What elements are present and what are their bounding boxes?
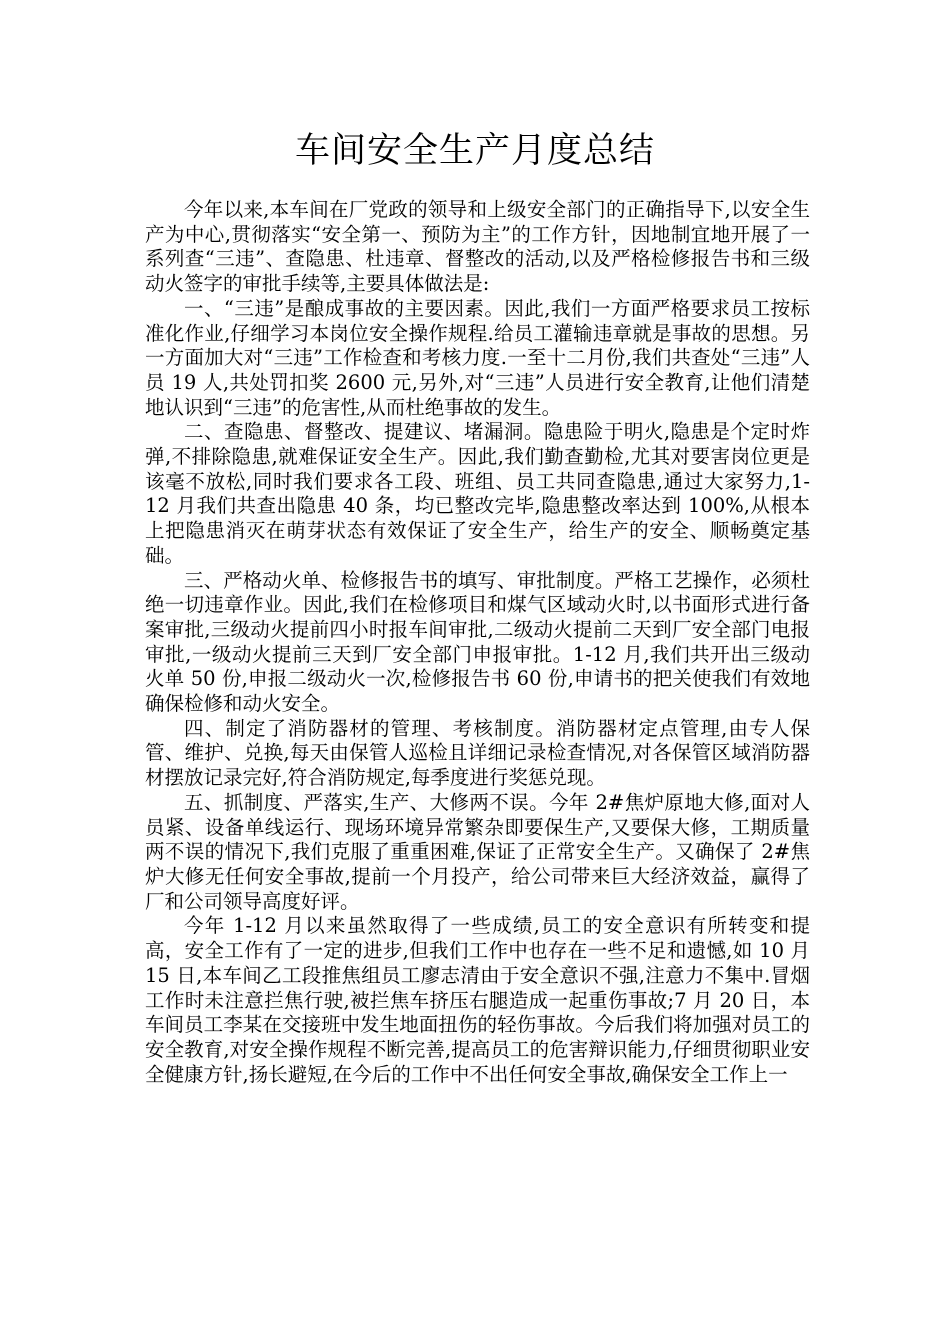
document-title: 车间安全生产月度总结 [294, 131, 655, 171]
document-body [145, 198, 810, 1087]
section-two-paragraph: 二、查隐患、督整改、提建议、堵漏洞。隐患险于明火,隐患是个定时炸弹,不排除隐患,就难保证安全生产。因此,我们勤查勤检,尤其对要害岗位更是该毫不放松,同时我们要求各工段、班组、员工共同查隐患,通过大家努力,1-12 月我们共查出隐患 40 条，均已整改完毕,隐患整改率达到 100%,从根本上把隐患消灭在萌芽状态有效保证了安全生产，给生产的安全、顺畅奠定基础。 [145, 420, 810, 567]
intro-paragraph: 今年以来,本车间在厂党政的领导和上级安全部门的正确指导下,以安全生产为中心,贯彻落实“安全第一、预防为主”的工作方针，因地制宜地开展了一系列查“三违”、查隐患、杜违章、督整改的活动,以及严格检修报告书和三级动火签字的审批手续等,主要具体做法是: [145, 198, 810, 296]
section-five-paragraph: 五、抓制度、严落实,生产、大修两不误。今年 2#焦炉原地大修,面对人员紧、设备单线运行、现场环境异常繁杂即要保生产,又要保大修，工期质量两不误的情况下,我们克服了重重困难,保证了正常安全生产。又确保了 2#焦炉大修无任何安全事故,提前一个月投产，给公司带来巨大经济效益，赢得了厂和公司领导高度好评。 [145, 790, 810, 913]
section-four-paragraph: 四、制定了消防器材的管理、考核制度。消防器材定点管理,由专人保管、维护、兑换,每天由保管人巡检且详细记录检查情况,对各保管区域消防器材摆放记录完好,符合消防规定,每季度进行奖惩兑现。 [145, 716, 810, 790]
section-three-paragraph: 三、严格动火单、检修报告书的填写、审批制度。严格工艺操作，必须杜绝一切违章作业。因此,我们在检修项目和煤气区域动火时,以书面形式进行备案审批,三级动火提前四小时报车间审批,二级动火提前二天到厂安全部门电报审批,一级动火提前三天到厂安全部门申报审批。1-12 月,我们共开出三级动火单 50 份,申报二级动火一次,检修报告书 60 份,申请书的把关使我们有效地确保检修和动火安全。 [145, 568, 810, 716]
section-one-paragraph: 一、“三违”是酿成事故的主要因素。因此,我们一方面严格要求员工按标准化作业,仔细学习本岗位安全操作规程.给员工灌输违章就是事故的思想。另一方面加大对“三违”工作检查和考核力度.一至十二月份,我们共查处“三违”人员 19 人,共处罚扣奖 2600 元,另外,对“三违”人员进行安全教育,让他们清楚地认识到“三违”的危害性,从而杜绝事故的发生。 [145, 296, 810, 419]
summary-paragraph: 今年 1-12 月以来虽然取得了一些成绩,员工的安全意识有所转变和提高，安全工作有了一定的进步,但我们工作中也存在一些不足和遗憾,如 10 月 15 日,本车间乙工段推焦组员工廖志清由于安全意识不强,注意力不集中.冒烟工作时未注意拦焦行驶,被拦焦车挤压右腿造成一起重伤事故;7 月 20 日，本车间员工李某在交接班中发生地面扭伤的轻伤事故。今后我们将加强对员工的安全教育,对安全操作规程不断完善,提高员工的危害辩识能力,仔细贯彻职业安全健康方针,扬长避短,在今后的工作中不出任何安全事故,确保安全工作上一 [145, 914, 810, 1086]
